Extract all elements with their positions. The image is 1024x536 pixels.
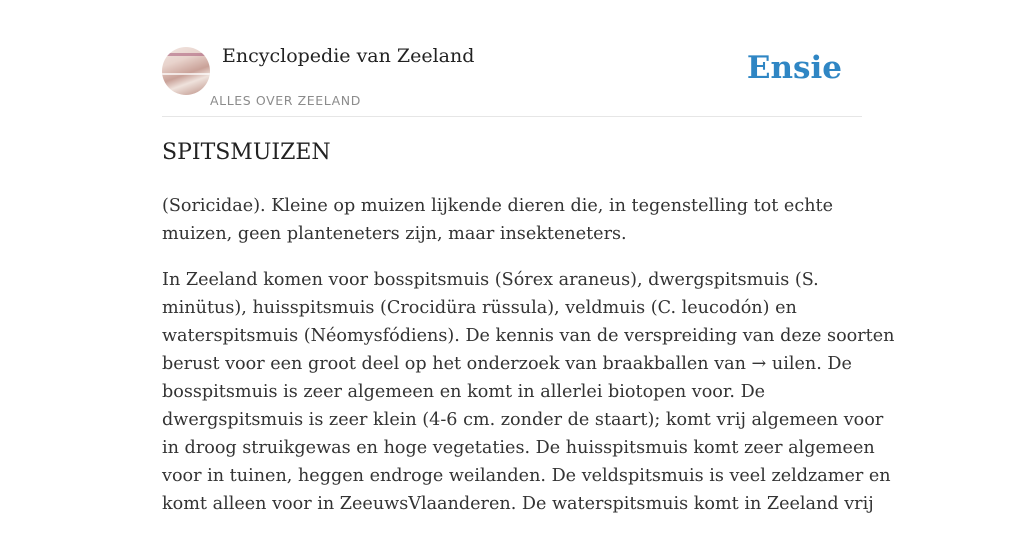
entry-title: SPITSMUIZEN <box>162 140 331 165</box>
site-title[interactable]: Encyclopedie van Zeeland <box>222 45 475 67</box>
text-line: minütus), huisspitsmuis (Crocidüra rüssula), veldmuis (C. leucodón) en <box>162 298 797 318</box>
text-line: waterspitsmuis (Néomysfódiens). De kennis van de verspreiding van deze soorten <box>162 326 895 346</box>
text-line: komt alleen voor in ZeeuwsVlaanderen. De waterspitsmuis komt in Zeeland vrij <box>162 494 874 514</box>
text-line: voor in tuinen, heggen endroge weilanden. De veldspitsmuis is veel zeldzamer en <box>162 466 891 486</box>
page <box>162 0 895 514</box>
site-logo[interactable] <box>162 47 210 95</box>
text-line: in droog struikgewas en hoge vegetaties. De huisspitsmuis komt zeer algemeen <box>162 438 875 458</box>
site-header <box>162 0 862 117</box>
logo-stripe <box>162 73 210 75</box>
text-line: In Zeeland komen voor bosspitsmuis (Sórex araneus), dwergspitsmuis (S. <box>162 270 819 290</box>
logo-stripe <box>162 53 210 56</box>
text-line: bosspitsmuis is zeer algemeen en komt in allerlei biotopen voor. De <box>162 382 766 402</box>
brand-logo[interactable]: Ensie <box>746 50 842 86</box>
text-line: dwergspitsmuis is zeer klein (4-6 cm. zonder de staart); komt vrij algemeen voor <box>162 410 884 430</box>
paragraph <box>162 192 864 248</box>
text-line: muizen, geen planteneters zijn, maar insekteneters. <box>162 224 627 244</box>
text-line: (Soricidae). Kleine op muizen lijkende dieren die, in tegenstelling tot echte <box>162 196 834 216</box>
site-tagline: ALLES OVER ZEELAND <box>210 93 361 108</box>
paragraph <box>162 266 895 518</box>
text-line: berust voor een groot deel op het onderzoek van braakballen van → uilen. De <box>162 354 852 374</box>
entry-body <box>162 192 895 536</box>
